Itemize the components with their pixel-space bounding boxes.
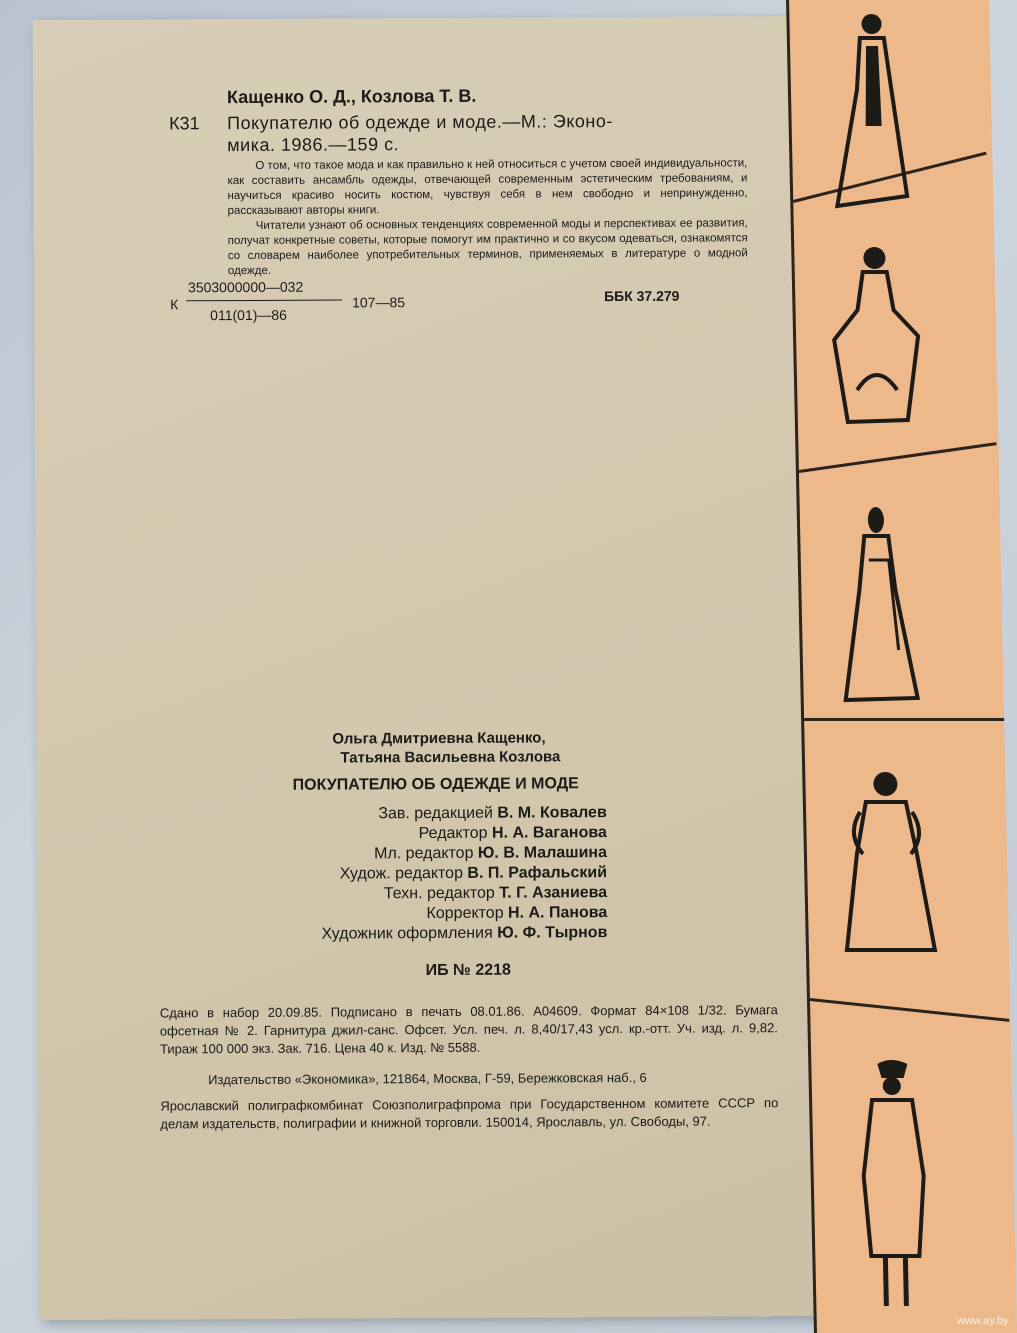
author-full-name-2: Татьяна Васильевна Козлова [340, 748, 561, 767]
authors-line: Кащенко О. Д., Козлова Т. В. [226, 85, 477, 108]
fashion-figure-icon [819, 6, 923, 216]
index-number: 107—85 [352, 294, 406, 311]
cover-divider [804, 718, 1004, 721]
credit-row: Мл. редактор Ю. В. Малашина [374, 844, 608, 863]
watermark: www.ay.by [956, 1315, 1009, 1327]
cover-divider [810, 998, 1010, 1022]
fashion-figure-icon [841, 1056, 947, 1326]
author-full-name-1: Ольга Дмитриевна Кащенко, [332, 729, 546, 748]
credit-row: Редактор Н. А. Ваганова [418, 824, 607, 843]
credit-row: Техн. редактор Т. Г. Азаниева [383, 884, 608, 903]
credit-row: Зав. редакцией В. М. Ковалев [378, 804, 607, 823]
book-title-line-2: мика. 1986.—159 с. [227, 134, 400, 156]
fashion-figure-icon [824, 240, 928, 450]
index-numerator: 3503000000—032 [187, 278, 304, 296]
bbk-code: ББК 37.279 [604, 287, 680, 305]
catalog-code: К31 [169, 113, 200, 134]
credits-book-title: ПОКУПАТЕЛЮ ОБ ОДЕЖДЕ И МОДЕ [292, 775, 579, 794]
credit-row: Худож. редактор В. П. Рафальский [339, 864, 608, 883]
ib-number: ИБ № 2218 [425, 961, 511, 980]
credit-row: Художник оформления Ю. Ф. Тырнов [321, 924, 608, 943]
fashion-figure-icon [835, 764, 939, 974]
index-denominator: 011(01)—86 [210, 306, 287, 324]
book-page [33, 16, 840, 1320]
publisher-address: Издательство «Экономика», 121864, Москва, Г-59, Бережковская наб., 6 [208, 1069, 647, 1088]
annotation-paragraph-1: О том, что такое мода и как правильно к ней относиться с учетом своей индивидуальности, как составить ансамбль одежды, отвечающей современным эстетическим требованиям, и научиться красиво носить костюм, чувствуя себя в нем свободно и непринужденно, рассказывают авторы книги. [227, 157, 748, 218]
credits-list [187, 803, 608, 945]
print-details: Сдано в набор 20.09.85. Подписано в печать 08.01.86. А04609. Формат 84×108 1/32. Бумага офсетная № 2. Гарнитура джил-санс. Офсет. Усл. печ. л. 8,40/17,43 усл. кр.-отт. Уч. изд. л. 9,82. Тираж 100 000 экз. Зак. 716. Цена 40 к. Изд. № 5588. [159, 1002, 778, 1057]
fashion-figure-icon [830, 500, 934, 710]
cover-edge [786, 0, 1017, 1333]
credit-row: Корректор Н. А. Панова [426, 904, 608, 923]
index-letter: К [170, 296, 179, 313]
index-fraction-line [186, 299, 342, 301]
book-title-line-1: Покупателю об одежде и моде.—М.: Эконо- [227, 111, 613, 134]
printer-address: Ярославский полиграфкомбинат Союзполиграфпрома при Государственном комитете СССР по делам издательств, полиграфии и книжной торговли. 150014, Ярославль, ул. Свободы, 97. [160, 1095, 779, 1132]
annotation-paragraph-2: Читатели узнают об основных тенденциях современной моды и перспективах ее развития, получат конкретные советы, которые помогут им практично и со вкусом одеваться, ознакомятся со словарем наиболее употребительных терминов, применяемых в литературе о модной одежде. [227, 217, 748, 278]
